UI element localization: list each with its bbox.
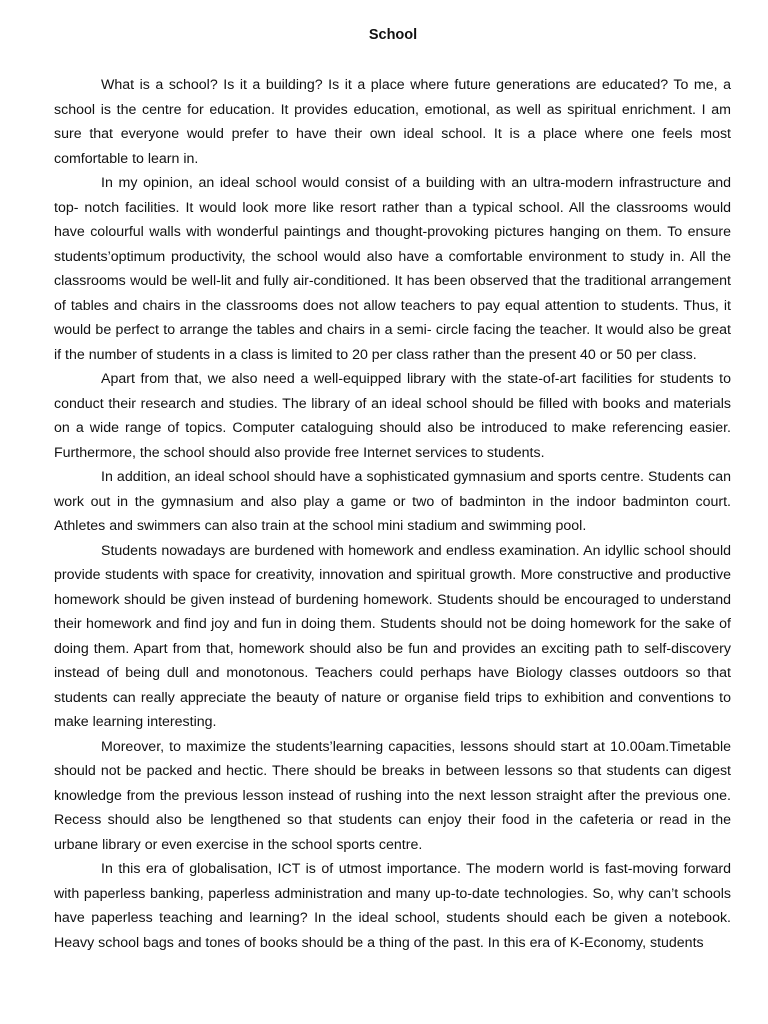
document-body: [54, 73, 731, 955]
paragraph-ideal-building: In my opinion, an ideal school would consist of a building with an ultra-modern infrastructure and top- notch facilities. It would look more like resort rather than a typical school. All the classrooms would have colourful walls with wonderful paintings and thought-provoking pictures hanging on them. To ensure students’optimum productivity, the school would also have a comfortable environment to study in. All the classrooms would be well-lit and fully air-conditioned. It has been observed that the traditional arrangement of tables and chairs in the classrooms does not allow teachers to pay equal attention to students. Thus, it would be perfect to arrange the tables and chairs in a semi- circle facing the teacher. It would also be great if the number of students in a class is limited to 20 per class rather than the present 40 or 50 per class.: [54, 175, 731, 363]
paragraph-homework: Students nowadays are burdened with homework and endless examination. An idyllic school should provide students with space for creativity, innovation and spiritual growth. More constructive and productive homework should be given instead of burdening homework. Students should be encouraged to understand their homework and find joy and fun in doing them. Students should not be doing homework for the sake of doing them. Apart from that, homework should also be fun and provides an exciting path to self-discovery instead of being dull and monotonous. Teachers could perhaps have Biology classes outdoors so that students can really appreciate the beauty of nature or organise field trips to exhibition and conventions to make learning interesting.: [54, 542, 731, 730]
paragraph-library: Apart from that, we also need a well-equipped library with the state-of-art facilities for students to conduct their research and studies. The library of an ideal school should be filled with books and materials on a wide range of topics. Computer cataloguing should also be introduced to make referencing easier. Furthermore, the school should also provide free Internet services to students.: [54, 371, 731, 461]
document-title: School: [368, 27, 418, 43]
paragraph-timetable: Moreover, to maximize the students’learning capacities, lessons should start at 10.00am.Timetable should not be packed and hectic. There should be breaks in between lessons so that students can digest knowledge from the previous lesson instead of rushing into the next lesson straight after the previous one. Recess should also be lengthened so that students can enjoy their food in the cafeteria or read in the urbane library or even exercise in the school sports centre.: [54, 738, 731, 853]
paragraph-intro: What is a school? Is it a building? Is it a place where future generations are educated? To me, a school is the centre for education. It provides education, emotional, as well as spiritual enrichment. I am sure that everyone would prefer to have their own ideal school. It is a place where one feels most comfortable to learn in.: [54, 77, 731, 167]
paragraph-gymnasium: In addition, an ideal school should have a sophisticated gymnasium and sports centre. Students can work out in the gymnasium and also play a game or two of badminton in the indoor badminton court. Athletes and swimmers can also train at the school mini stadium and swimming pool.: [54, 469, 731, 534]
paragraph-ict: In this era of globalisation, ICT is of utmost importance. The modern world is fast-moving forward with paperless banking, paperless administration and many up-to-date technologies. So, why can’t schools have paperless teaching and learning? In the ideal school, students should each be given a notebook. Heavy school bags and tones of books should be a thing of the past. In this era of K-Economy, students: [54, 861, 731, 951]
